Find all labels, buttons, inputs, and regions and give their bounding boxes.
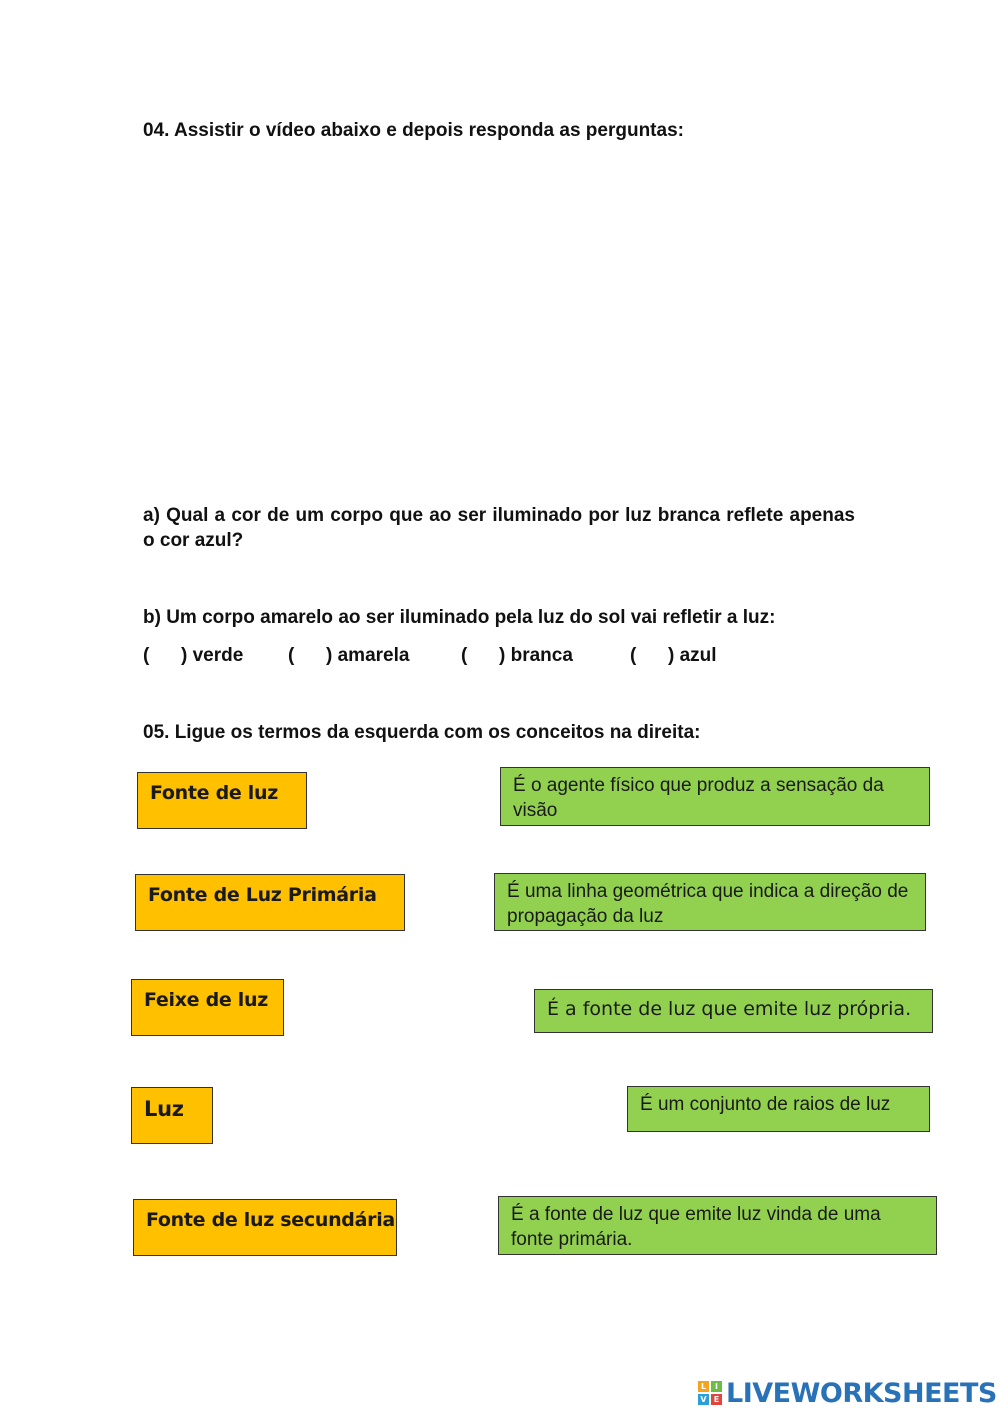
- term-fonte-de-luz-secundaria[interactable]: Fonte de luz secundária: [133, 1199, 397, 1256]
- concept-agente-fisico[interactable]: É o agente físico que produz a sensação da visão: [500, 767, 930, 826]
- question-4b-text: b) Um corpo amarelo ao ser iluminado pela luz do sol vai refletir a luz:: [143, 607, 776, 628]
- logo-letter-i: I: [711, 1381, 722, 1392]
- concept-luz-propria[interactable]: É a fonte de luz que emite luz própria.: [534, 989, 933, 1033]
- option-verde[interactable]: ( ) verde: [143, 645, 244, 666]
- option-azul[interactable]: ( ) azul: [630, 645, 717, 666]
- option-amarela[interactable]: ( ) amarela: [288, 645, 410, 666]
- liveworksheets-logo[interactable]: [698, 1377, 997, 1409]
- logo-letter-v: V: [698, 1394, 709, 1405]
- term-feixe-de-luz[interactable]: Feixe de luz: [131, 979, 284, 1036]
- concept-conjunto-de-raios[interactable]: É um conjunto de raios de luz: [627, 1086, 930, 1132]
- concept-fonte-secundaria[interactable]: É a fonte de luz que emite luz vinda de uma fonte primária.: [498, 1196, 937, 1255]
- term-luz[interactable]: Luz: [131, 1087, 213, 1144]
- video-embed[interactable]: [143, 165, 858, 485]
- logo-letter-l: L: [698, 1381, 709, 1392]
- question-5-title: 05. Ligue os termos da esquerda com os conceitos na direita:: [143, 722, 701, 743]
- term-fonte-de-luz[interactable]: Fonte de luz: [137, 772, 307, 829]
- question-4a-text: a) Qual a cor de um corpo que ao ser iluminado por luz branca reflete apenas o cor azul?: [143, 505, 855, 551]
- question-4-title: 04. Assistir o vídeo abaixo e depois responda as perguntas:: [143, 120, 684, 141]
- concept-linha-geometrica[interactable]: É uma linha geométrica que indica a direção de propagação da luz: [494, 873, 926, 931]
- liveworksheets-icon: [698, 1381, 722, 1405]
- option-branca[interactable]: ( ) branca: [461, 645, 573, 666]
- logo-letter-e: E: [711, 1394, 722, 1405]
- term-fonte-de-luz-primaria[interactable]: Fonte de Luz Primária: [135, 874, 405, 931]
- liveworksheets-text: LIVEWORKSHEETS: [726, 1377, 997, 1409]
